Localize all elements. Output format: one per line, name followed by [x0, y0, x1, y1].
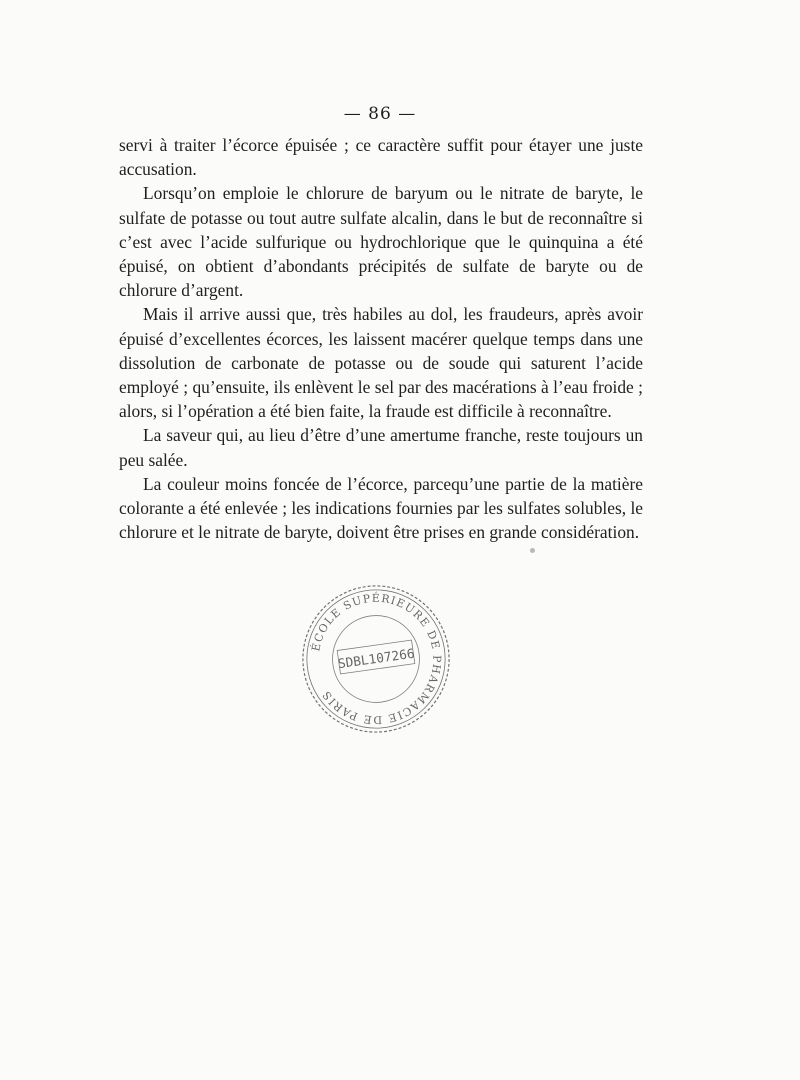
ink-speck [530, 548, 535, 553]
stamp-text: ÉCOLE SUPÉRIEURE DE PHARMACIE DE PARIS [309, 591, 444, 727]
paragraph-5: La couleur moins foncée de l’écorce, parcequ’une partie de la matière colorante a été enlevée ; les indications fournies par les sulfates solubles, le chlorure et le nitrate de baryte, doivent être prises en grande considération. [119, 473, 643, 543]
paragraph-4: La saveur qui, au lieu d’être d’une amertume franche, reste toujours un peu salée. [119, 425, 643, 470]
body-text [119, 133, 643, 544]
stamp-inventory: SDBL107266 [337, 646, 416, 673]
library-stamp [297, 580, 455, 738]
page-number: — 86 — [343, 104, 417, 124]
paragraph-3: Mais il arrive aussi que, très habiles au dol, les fraudeurs, après avoir épuisé d’excellentes écorces, les laissent macérer quelque temps dans une dissolution de carbonate de potasse ou de soude qui saturent l’acide employé ; qu’ensuite, ils enlèvent le sel par des macérations à l’eau froide ; alors, si l’opération a été bien faite, la fraude est difficile à reconnaître. [119, 304, 643, 422]
paragraph-1: servi à traiter l’écorce épuisée ; ce caractère suffit pour étayer une juste accusation. [119, 135, 643, 180]
paragraph-2: Lorsqu’on emploie le chlorure de baryum ou le nitrate de baryte, le sulfate de potasse ou tout autre sulfate alcalin, dans le but de reconnaître si c’est avec l’acide sulfurique ou hydrochlorique que le quinquina a été épuisé, on obtient d’abondants précipités de sulfate de baryte ou de chlorure d’argent. [119, 183, 643, 301]
